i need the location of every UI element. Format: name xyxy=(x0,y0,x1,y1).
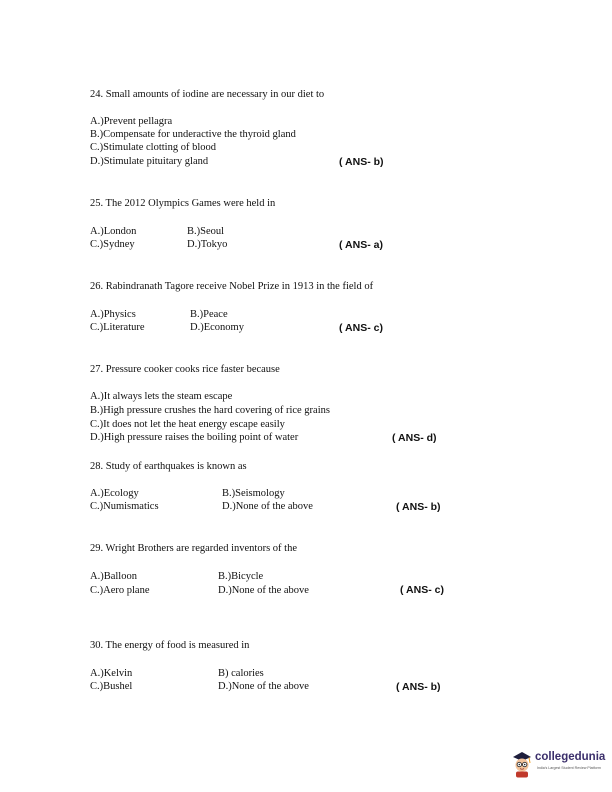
option-c: C.)Stimulate clotting of blood xyxy=(90,142,216,153)
option-d: D.)Stimulate pituitary gland xyxy=(90,156,209,167)
option-c: C.)Bushel xyxy=(90,681,133,692)
answer-label: ( ANS- b) xyxy=(396,501,441,513)
question-text: 30. The energy of food is measured in xyxy=(90,640,250,651)
option-d: D.)None of the above xyxy=(218,585,309,596)
collegedunia-logo xyxy=(510,746,608,780)
answer-label: ( ANS- b) xyxy=(396,681,441,693)
option-c: C.)It does not let the heat energy escape easily xyxy=(90,419,285,430)
option-b: B.)Seismology xyxy=(222,488,285,499)
option-b: B.)Peace xyxy=(190,309,228,320)
option-a: A.)London xyxy=(90,226,137,237)
option-b: B.)High pressure crushes the hard covering of rice grains xyxy=(90,405,330,416)
option-d: D.)Economy xyxy=(190,322,244,333)
option-b: B.)Bicycle xyxy=(218,571,264,582)
option-a: A.)Kelvin xyxy=(90,668,133,679)
answer-label: ( ANS- c) xyxy=(339,322,383,334)
mascot-icon xyxy=(510,748,534,778)
option-d: D.)Tokyo xyxy=(187,239,228,250)
option-b: B.)Compensate for underactive the thyroid gland xyxy=(90,129,296,140)
answer-label: ( ANS- d) xyxy=(392,432,437,444)
option-b: B.)Seoul xyxy=(187,226,225,237)
option-a: A.)Prevent pellagra xyxy=(90,116,173,127)
question-text: 29. Wright Brothers are regarded inventors of the xyxy=(90,543,297,554)
option-a: A.)Physics xyxy=(90,309,136,320)
answer-label: ( ANS- b) xyxy=(339,156,384,168)
option-c: C.)Sydney xyxy=(90,239,135,250)
question-text: 26. Rabindranath Tagore receive Nobel Prize in 1913 in the field of xyxy=(90,281,374,292)
option-a: A.)It always lets the steam escape xyxy=(90,391,233,402)
option-d: D.)None of the above xyxy=(222,501,313,512)
question-text: 28. Study of earthquakes is known as xyxy=(90,461,247,472)
option-c: C.)Literature xyxy=(90,322,145,333)
option-c: C.)Numismatics xyxy=(90,501,159,512)
option-d: D.)High pressure raises the boiling point of water xyxy=(90,432,299,443)
option-b: B) calories xyxy=(218,668,264,679)
answer-label: ( ANS- c) xyxy=(400,584,444,596)
question-text: 24. Small amounts of iodine are necessary in our diet to xyxy=(90,89,325,100)
question-text: 27. Pressure cooker cooks rice faster because xyxy=(90,364,280,375)
logo-tagline: India's Largest Student Review Platform xyxy=(537,766,601,770)
question-text: 25. The 2012 Olympics Games were held in xyxy=(90,198,276,209)
logo-wordmark: collegedunia xyxy=(535,751,606,763)
option-a: A.)Balloon xyxy=(90,571,137,582)
option-c: C.)Aero plane xyxy=(90,585,150,596)
option-d: D.)None of the above xyxy=(218,681,309,692)
option-a: A.)Ecology xyxy=(90,488,139,499)
answer-label: ( ANS- a) xyxy=(339,239,383,251)
